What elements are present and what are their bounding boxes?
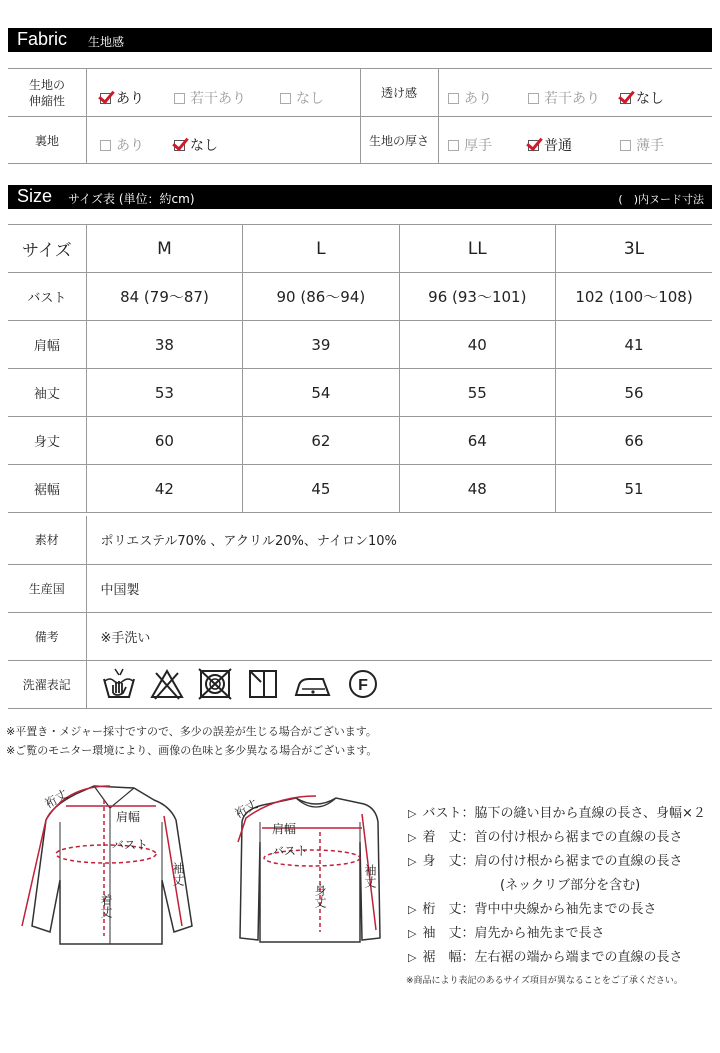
- table-cell: 66: [556, 417, 712, 465]
- table-row: [8, 417, 712, 465]
- sheer-option-yes: あり: [448, 88, 492, 108]
- row-label: 肩幅: [8, 321, 86, 369]
- checkbox-icon: [528, 93, 539, 104]
- size-header-row: [8, 225, 712, 273]
- table-cell: 96 (93〜101): [399, 273, 555, 321]
- care-label: 洗濯表記: [8, 660, 86, 708]
- table-cell: 84 (79〜87): [86, 273, 242, 321]
- lining-option-no: なし: [174, 135, 218, 155]
- fine-print: ※商品により表記のあるサイズ項目が異なることをご了承ください。: [406, 976, 683, 986]
- fabric-subtitle: 生地感: [88, 35, 125, 49]
- sheer-option-slight: 若干あり: [528, 88, 600, 108]
- product-info-table: [8, 516, 712, 709]
- measurement-definitions: [408, 802, 706, 970]
- table-cell: 39: [243, 321, 399, 369]
- checkbox-checked-icon: [528, 140, 539, 151]
- table-row: [8, 612, 712, 660]
- note-line: ※平置き・メジャー採寸ですので、多少の誤差が生じる場合がございます。: [6, 725, 377, 738]
- table-row: [8, 465, 712, 513]
- table-cell: 90 (86〜94): [243, 273, 399, 321]
- mitake-label: 身丈: [313, 884, 327, 908]
- size-header-cell: サイズ: [8, 225, 86, 273]
- table-cell: 41: [556, 321, 712, 369]
- bust-label: バスト: [112, 838, 149, 852]
- row-label: 身丈: [8, 417, 86, 465]
- fabric-panel: [8, 68, 712, 164]
- table-row: [8, 660, 712, 708]
- size-subtitle: サイズ表 (単位：約cm): [68, 192, 195, 206]
- thickness-option-thick: 厚手: [448, 135, 492, 155]
- checkbox-icon: [448, 93, 459, 104]
- definition-item: ▷ 桁 丈：背中中央線から袖先までの長さ: [408, 898, 706, 922]
- material-label: 素材: [8, 516, 86, 564]
- yuki-label-2: 裄丈: [232, 796, 261, 821]
- table-cell: 53: [86, 369, 242, 417]
- checkbox-checked-icon: [174, 140, 185, 151]
- table-cell: 64: [399, 417, 555, 465]
- thickness-option-normal: 普通: [528, 135, 572, 155]
- table-cell: 102 (100〜108): [556, 273, 712, 321]
- table-cell: 38: [86, 321, 242, 369]
- table-cell: 42: [86, 465, 242, 513]
- katahaba-label-2: 肩幅: [272, 822, 297, 836]
- stretch-label: 生地の 伸縮性: [28, 78, 65, 108]
- definition-item: ▷ 袖 丈：肩先から袖先まで長さ: [408, 922, 706, 946]
- table-cell: 62: [243, 417, 399, 465]
- sodetake-label: 袖丈: [171, 862, 185, 886]
- line-dry-shade-icon: [245, 667, 281, 701]
- table-cell: 40: [399, 321, 555, 369]
- table-cell: 48: [399, 465, 555, 513]
- definition-item: ▷ バスト：脇下の縫い目から直線の長さ、身幅×２: [408, 802, 706, 826]
- size-header-cell: M: [86, 225, 242, 273]
- table-cell: 45: [243, 465, 399, 513]
- sodetake-label-2: 袖丈: [363, 864, 377, 888]
- checkbox-checked-icon: [620, 93, 631, 104]
- remarks-label: 備考: [8, 612, 86, 660]
- no-tumble-dry-icon: [197, 667, 233, 701]
- checkbox-checked-icon: [100, 93, 111, 104]
- fabric-title: Fabric: [17, 29, 68, 49]
- row-label: バスト: [8, 273, 86, 321]
- triangle-right-icon: ▷: [408, 903, 417, 916]
- row-label: 裾幅: [8, 465, 86, 513]
- checkbox-icon: [280, 93, 291, 104]
- size-title: Size: [17, 186, 53, 206]
- size-header-cell: L: [243, 225, 399, 273]
- nude-size-note: ( )内ヌード寸法: [618, 193, 704, 206]
- dry-clean-f-icon: [345, 667, 381, 701]
- dry-clean-letter: F: [357, 677, 368, 694]
- stretch-option-slight: 若干あり: [174, 88, 246, 108]
- lining-option-yes: あり: [100, 135, 144, 155]
- katahaba-label: 肩幅: [116, 810, 141, 824]
- checkbox-icon: [620, 140, 631, 151]
- checkbox-icon: [100, 140, 111, 151]
- note-line: ※ご覧のモニター環境により、画像の色味と多少異なる場合がございます。: [6, 744, 378, 757]
- definition-item: ▷ 身 丈：肩の付け根から裾までの直線の長さ: [408, 850, 706, 874]
- triangle-right-icon: ▷: [408, 831, 417, 844]
- lining-label: 裏地: [34, 134, 59, 148]
- definition-sub: (ネックリブ部分を含む): [500, 878, 641, 893]
- thickness-label: 生地の厚さ: [368, 134, 429, 148]
- hand-wash-icon: [101, 667, 137, 701]
- material-value: ポリエステル70% 、アクリル20%、ナイロン10%: [86, 516, 712, 564]
- stretch-option-yes: あり: [100, 88, 144, 108]
- table-cell: 55: [399, 369, 555, 417]
- remarks-value: ※手洗い: [86, 612, 712, 660]
- checkbox-icon: [174, 93, 185, 104]
- triangle-right-icon: ▷: [408, 855, 417, 868]
- table-cell: 54: [243, 369, 399, 417]
- definition-item: ▷ 裾 幅：左右裾の端から端までの直線の長さ: [408, 946, 706, 970]
- sheer-option-no: なし: [620, 88, 664, 108]
- care-symbols: [86, 660, 712, 708]
- sheer-label: 透け感: [380, 86, 417, 100]
- stretch-option-no: なし: [280, 88, 324, 108]
- thickness-option-thin: 薄手: [620, 135, 664, 155]
- size-header-cell: LL: [399, 225, 555, 273]
- table-row: [8, 321, 712, 369]
- size-header-cell: 3L: [556, 225, 712, 273]
- table-row: [8, 369, 712, 417]
- table-cell: 56: [556, 369, 712, 417]
- table-row: [8, 564, 712, 612]
- no-bleach-icon: [149, 667, 185, 701]
- iron-low-icon: [293, 667, 333, 701]
- definition-item: ▷ 着 丈：首の付け根から裾までの直線の長さ: [408, 826, 706, 850]
- origin-label: 生産国: [8, 564, 86, 612]
- bust-label-2: バスト: [272, 844, 309, 858]
- yuki-label: 裄丈: [42, 786, 71, 811]
- size-table: [8, 224, 712, 513]
- kitake-label: 着丈: [99, 894, 113, 918]
- size-section-bar: [8, 185, 712, 209]
- table-row: [8, 273, 712, 321]
- checkbox-icon: [448, 140, 459, 151]
- origin-value: 中国製: [86, 564, 712, 612]
- triangle-right-icon: ▷: [408, 807, 417, 820]
- fabric-section-bar: [8, 28, 712, 52]
- triangle-right-icon: ▷: [408, 951, 417, 964]
- table-cell: 60: [86, 417, 242, 465]
- table-row: [8, 516, 712, 564]
- table-cell: 51: [556, 465, 712, 513]
- triangle-right-icon: ▷: [408, 927, 417, 940]
- row-label: 袖丈: [8, 369, 86, 417]
- notes: [6, 722, 377, 760]
